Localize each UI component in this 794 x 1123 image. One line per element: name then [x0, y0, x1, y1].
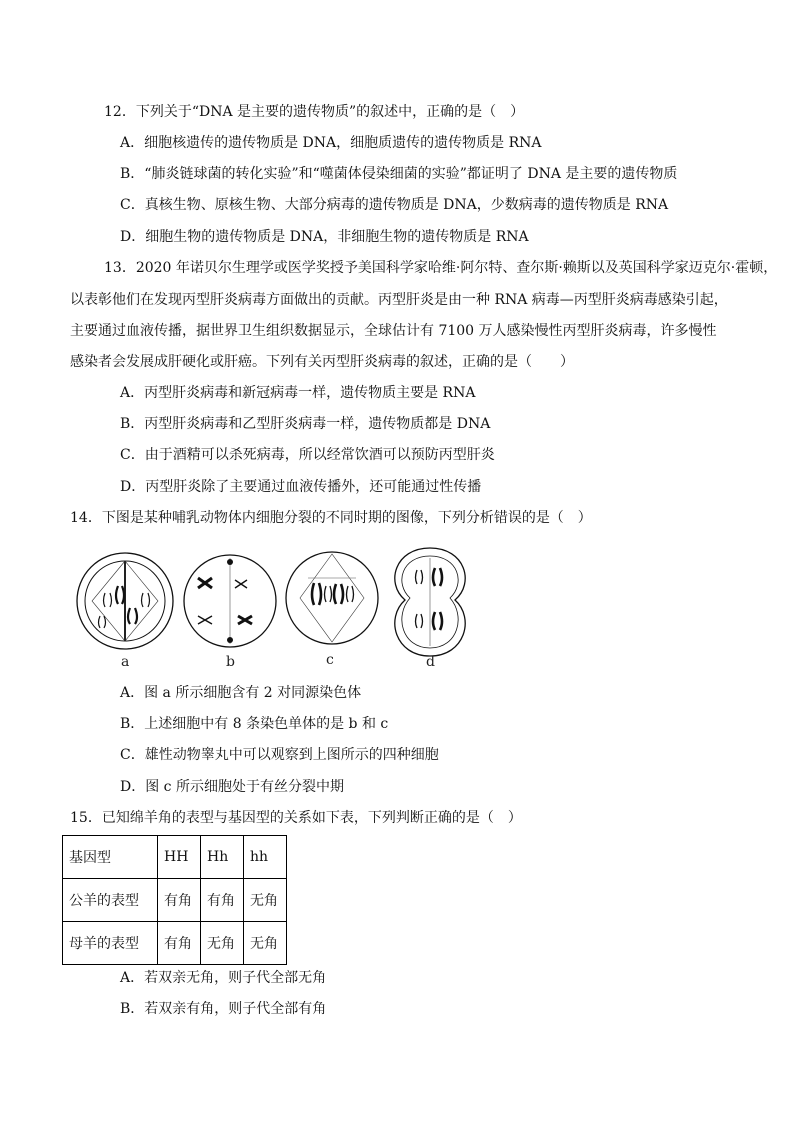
cell-d-diagram [395, 548, 465, 656]
q13-option-c: C．由于酒精可以杀死病毒，所以经常饮酒可以预防丙型肝炎 [120, 447, 495, 463]
q12-option-d: D．细胞生物的遗传物质是 DNA，非细胞生物的遗传物质是 RNA [120, 229, 529, 245]
table-row [63, 836, 287, 879]
q12-option-c: C．真核生物、原核生物、大部分病毒的遗传物质是 DNA，少数病毒的遗传物质是 RNA [120, 197, 669, 213]
q14-option-a: A．图 a 所示细胞含有 2 对同源染色体 [120, 685, 362, 701]
cell-a-diagram [77, 553, 173, 649]
genotype-phenotype-table [62, 835, 287, 965]
q12-stem: 12．下列关于“DNA 是主要的遗传物质”的叙述中，正确的是（ ） [104, 104, 525, 120]
q12-option-a: A．细胞核遗传的遗传物质是 DNA，细胞质遗传的遗传物质是 RNA [120, 135, 542, 151]
figure-label-c: c [326, 652, 334, 668]
table-cell: 有角 [158, 879, 201, 922]
q15-option-b: B．若双亲有角，则子代全部有角 [120, 1001, 327, 1017]
figure-label-d: d [426, 654, 435, 670]
table-cell: 有角 [201, 879, 244, 922]
table-cell: 无角 [201, 922, 244, 965]
table-cell: Hh [201, 836, 244, 879]
table-cell: 公羊的表型 [63, 879, 158, 922]
q13-stem-line-3: 主要通过血液传播，据世界卫生组织数据显示，全球估计有 7100 万人感染慢性丙型肝炎病毒，许多慢性 [70, 323, 717, 339]
table-row [63, 879, 287, 922]
q13-stem-line-2: 以表彰他们在发现丙型肝炎病毒方面做出的贡献。丙型肝炎是由一种 RNA 病毒—丙型肝炎病毒感染引起， [70, 292, 728, 308]
q14-option-c: C．雄性动物睾丸中可以观察到上图所示的四种细胞 [120, 747, 439, 763]
table-cell: 母羊的表型 [63, 922, 158, 965]
q12-option-b: B．“肺炎链球菌的转化实验”和“噬菌体侵染细菌的实验”都证明了 DNA 是主要的遗传物质 [120, 166, 678, 182]
q13-stem-line-4: 感染者会发展成肝硬化或肝癌。下列有关丙型肝炎病毒的叙述，正确的是（ ） [70, 354, 574, 370]
cell-b-diagram [184, 555, 276, 647]
q13-stem-line-1: 13．2020 年诺贝尔生理学或医学奖授予美国科学家哈维·阿尔特、查尔斯·赖斯以及英国科学家迈克尔·霍顿， [104, 260, 778, 276]
figure-label-a: a [121, 654, 130, 670]
q13-option-b: B．丙型肝炎病毒和乙型肝炎病毒一样，遗传物质都是 DNA [120, 416, 491, 432]
table-cell: 基因型 [63, 836, 158, 879]
cell-division-figure [70, 538, 490, 673]
q14-option-b: B．上述细胞中有 8 条染色单体的是 b 和 c [120, 716, 389, 732]
table-cell: hh [244, 836, 287, 879]
q13-option-d: D．丙型肝炎除了主要通过血液传播外，还可能通过性传播 [120, 479, 482, 495]
q15-option-a: A．若双亲无角，则子代全部无角 [120, 970, 327, 986]
q13-option-a: A．丙型肝炎病毒和新冠病毒一样，遗传物质主要是 RNA [120, 385, 476, 401]
cell-c-diagram [286, 552, 378, 644]
figure-label-b: b [226, 654, 235, 670]
table-cell: 无角 [244, 879, 287, 922]
q14-option-d: D．图 c 所示细胞处于有丝分裂中期 [120, 779, 344, 795]
table-cell: 无角 [244, 922, 287, 965]
q15-stem: 15．已知绵羊角的表型与基因型的关系如下表，下列判断正确的是（ ） [70, 810, 522, 826]
table-row [63, 922, 287, 965]
table-cell: HH [158, 836, 201, 879]
table-cell: 有角 [158, 922, 201, 965]
q14-stem: 14．下图是某种哺乳动物体内细胞分裂的不同时期的图像，下列分析错误的是（ ） [70, 510, 592, 526]
